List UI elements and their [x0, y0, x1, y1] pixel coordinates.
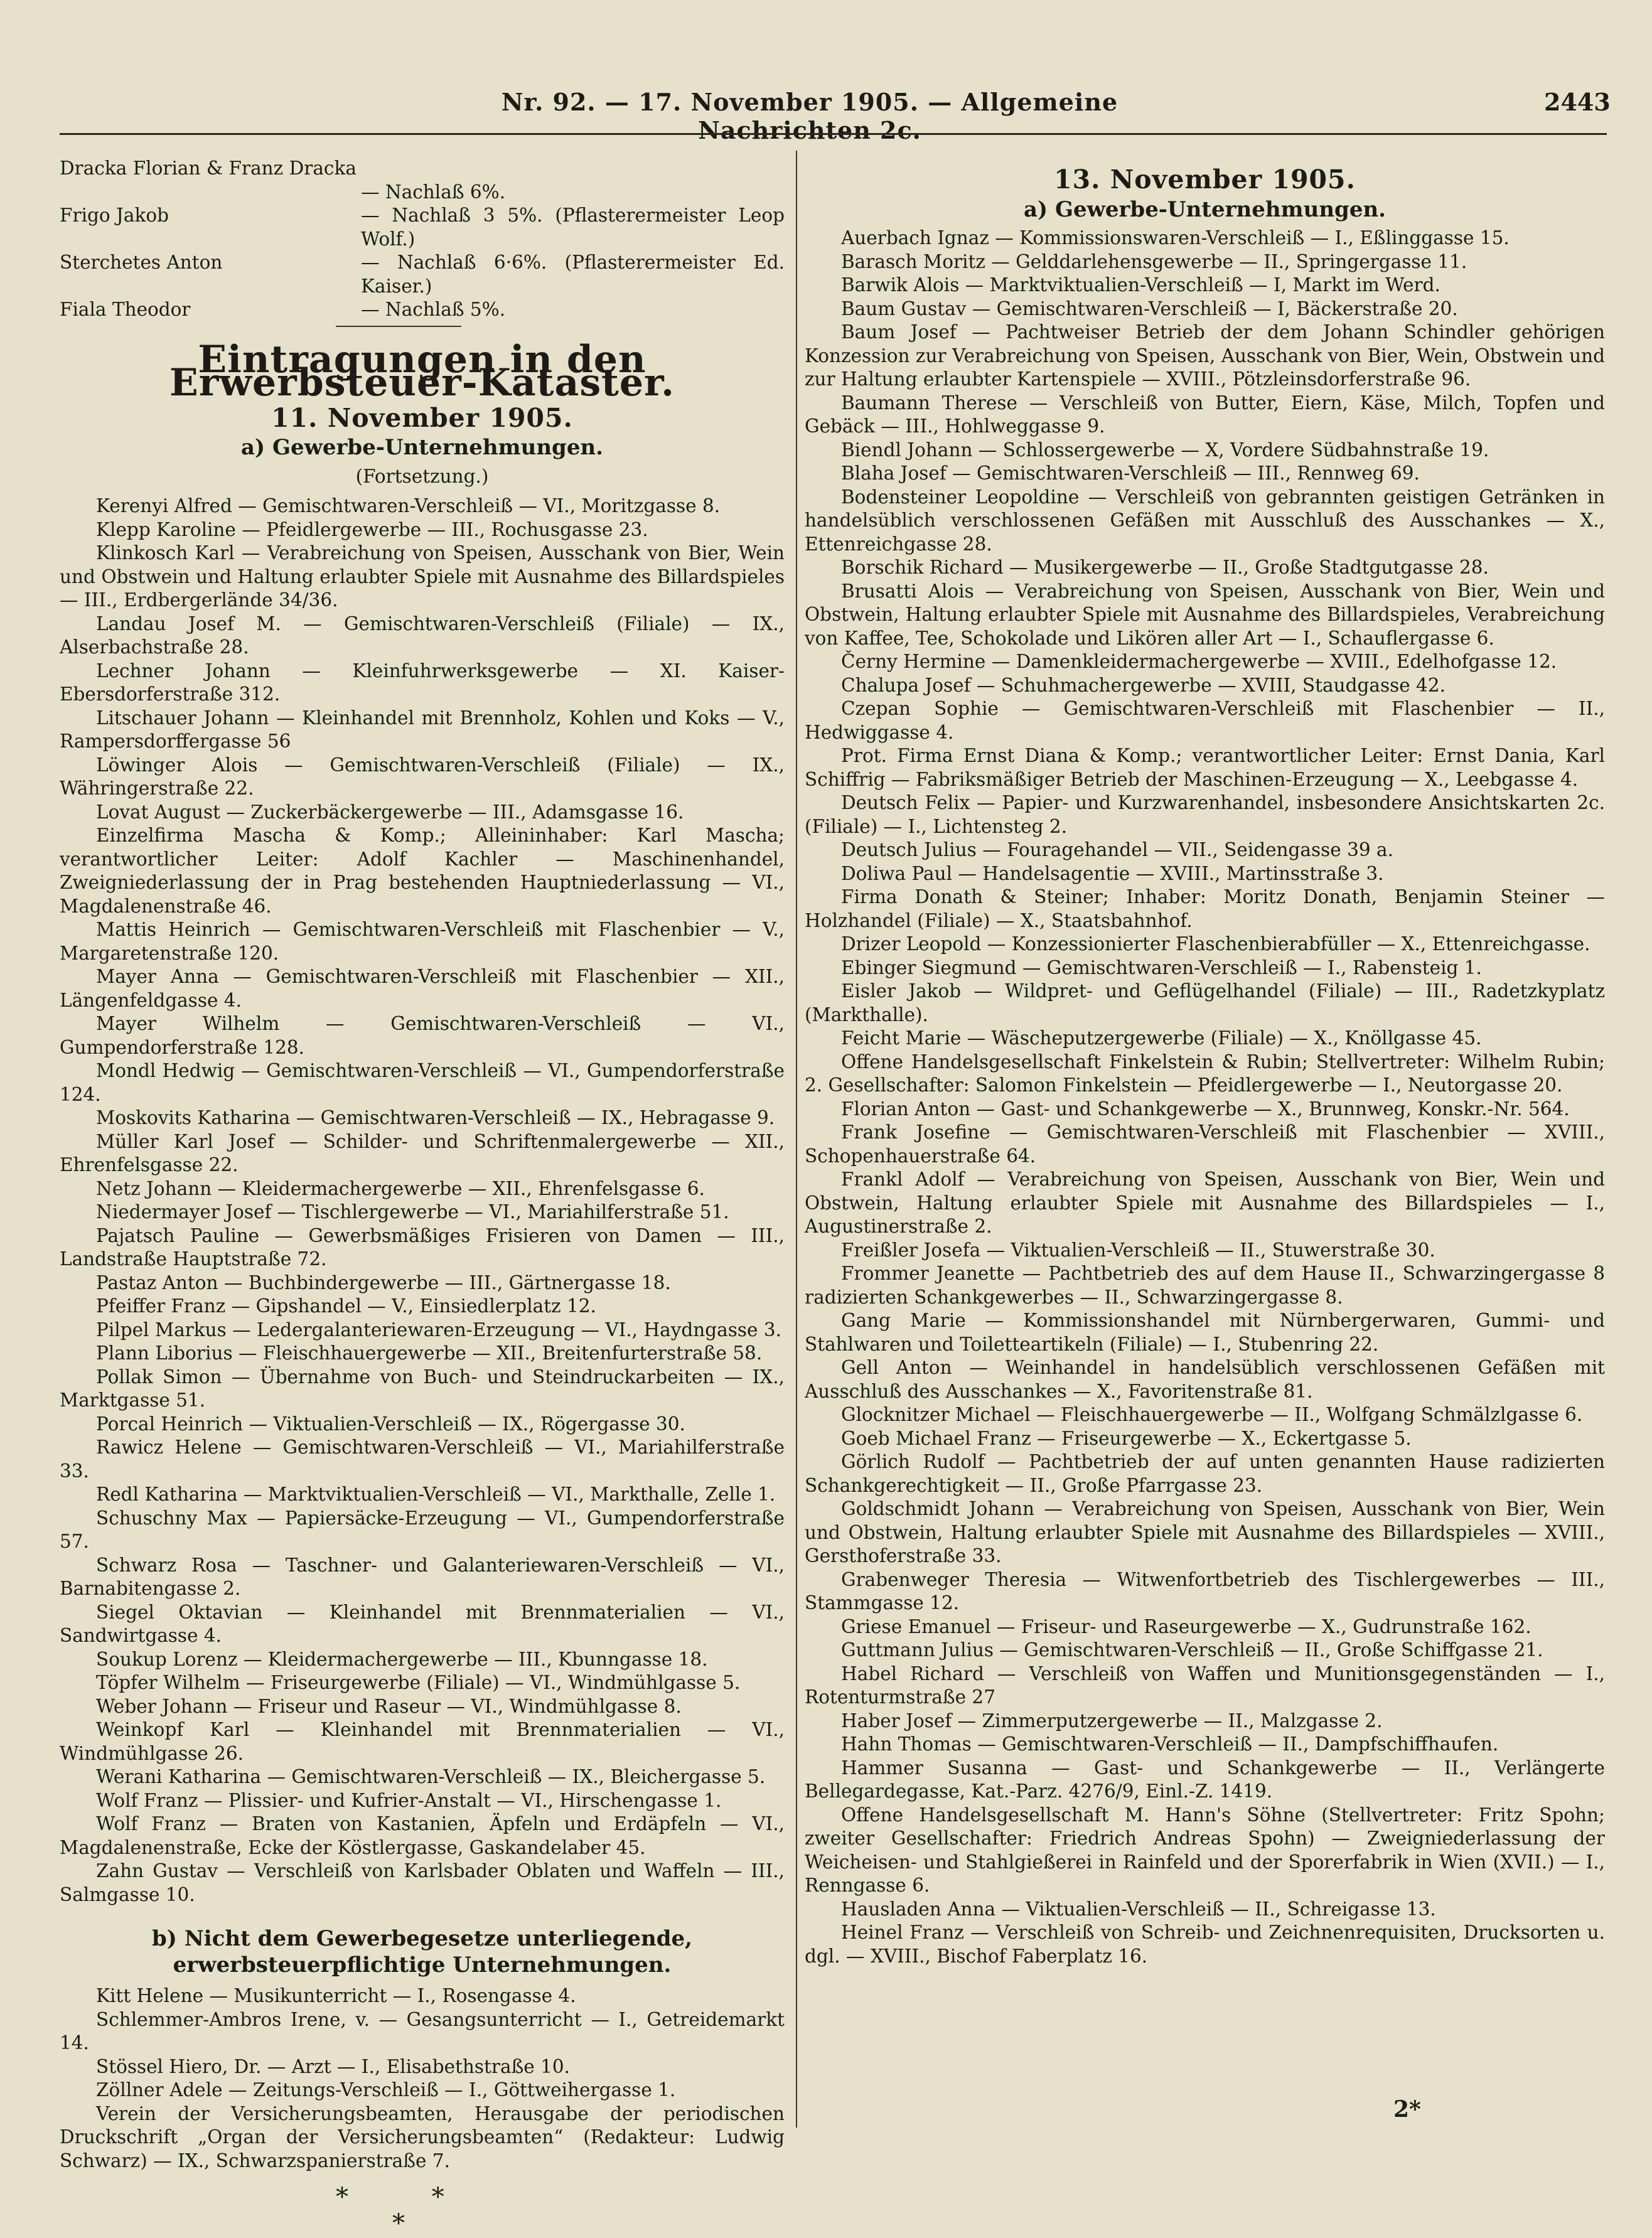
- list-item: Lechner Johann — Kleinfuhrwerksgewerbe — XI. Kaiser-Ebersdorferstraße 312.: [60, 660, 785, 705]
- list-item: Florian Anton — Gast- und Schankgewerbe — X., Brunnweg, Konskr.-Nr. 564.: [841, 1098, 1570, 1120]
- list-item: Schlemmer-Ambros Irene, v. — Gesangsunterricht — I., Getreidemarkt 14.: [60, 2008, 785, 2053]
- list-item: Pilpel Markus — Ledergalanteriewaren-Erzeugung — VI., Haydngasse 3.: [96, 1319, 782, 1341]
- discount-row: — Nachlaß 6%.: [361, 181, 506, 203]
- list-item: Lovat August — Zuckerbäckergewerbe — III., Adamsgasse 16.: [96, 801, 684, 823]
- list-item: Ebinger Siegmund — Gemischtwaren-Verschleiß — I., Rabensteig 1.: [841, 956, 1482, 978]
- list-item: Frank Josefine — Gemischtwaren-Verschleiß mit Flaschenbier — XVIII., Schopenhauerstraße 64.: [805, 1122, 1605, 1167]
- list-item: Pastaz Anton — Buchbindergewerbe — III., Gärtnergasse 18.: [96, 1272, 671, 1293]
- list-item: Bodensteiner Leopoldine — Verschleiß von gebrannten geistigen Getränken in handelsüblich verschlossenen Gefäßen mit Ausschluß des Ausschankes — X., Ettenreichgasse 28.: [805, 486, 1605, 555]
- list-item: Schuschny Max — Papiersäcke-Erzeugung — VI., Gumpendorferstraße 57.: [60, 1507, 785, 1552]
- entry-list: [60, 495, 785, 1907]
- main-title: Eintragungen in den Erwerbsteuer-Kataster.: [169, 337, 675, 405]
- list-item: Grabenweger Theresia — Witwenfortbetrieb des Tischlergewerbes — III., Stammgasse 12.: [805, 1568, 1605, 1614]
- date-heading: 11. November 1905.: [271, 402, 573, 433]
- continuation-note: (Fortsetzung.): [355, 465, 489, 487]
- discount-table: [60, 157, 785, 327]
- list-item: Pajatsch Pauline — Gewerbsmäßiges Frisieren von Damen — III., Landstraße Hauptstraße 72.: [60, 1224, 785, 1270]
- list-item: Baum Josef — Pachtweiser Betrieb der dem Johann Schindler gehörigen Konzession zur Verabreichung von Speisen, Ausschank von Bier, Wein, Obstwein und zur Haltung erlaubter Kartenspiele — XVIII., Pötzleinsdorferstraße 96.: [805, 321, 1605, 390]
- list-item: Goldschmidt Johann — Verabreichung von Speisen, Ausschank von Bier, Wein und Obstwein, Haltung erlaubter Spiele mit Ausnahme des Billardspieles — XVIII., Gersthoferstraße 33.: [805, 1498, 1605, 1566]
- date-heading: 13. November 1905.: [1054, 164, 1356, 195]
- list-item: Pfeiffer Franz — Gipshandel — V., Einsiedlerplatz 12.: [96, 1295, 596, 1317]
- list-item: Chalupa Josef — Schuhmachergewerbe — XVIII, Staudgasse 42.: [841, 674, 1446, 696]
- discount-row: Dracka Florian & Franz Dracka: [60, 158, 357, 179]
- list-item: Biendl Johann — Schlossergewerbe — X, Vordere Südbahnstraße 19.: [841, 439, 1489, 461]
- list-item: Redl Katharina — Marktviktualien-Verschleiß — VI., Markthalle, Zelle 1.: [96, 1484, 776, 1505]
- list-item: Goeb Michael Franz — Friseurgewerbe — X., Eckertgasse 5.: [841, 1427, 1412, 1449]
- section-heading: a) Gewerbe-Unternehmungen.: [1023, 196, 1386, 222]
- list-item: Litschauer Johann — Kleinhandel mit Brennholz, Kohlen und Koks — V., Rampersdorffergasse 56: [60, 707, 785, 752]
- list-item: Auerbach Ignaz — Kommissionswaren-Verschleiß — I., Eßlinggasse 15.: [841, 227, 1510, 249]
- column-divider: [796, 151, 797, 2128]
- list-item: Mayer Anna — Gemischtwaren-Verschleiß mit Flaschenbier — XII., Längenfeldgasse 4.: [60, 966, 785, 1011]
- header-rule: [60, 133, 1607, 135]
- list-item: Habel Richard — Verschleiß von Waffen und Munitionsgegenständen — I., Rotenturmstraße 27: [805, 1662, 1605, 1708]
- list-item: Moskovits Katharina — Gemischtwaren-Verschleiß — IX., Hebragasse 9.: [96, 1107, 775, 1128]
- list-item: Weinkopf Karl — Kleinhandel mit Brennmaterialien — VI., Windmühlgasse 26.: [60, 1719, 785, 1764]
- list-item: Frankl Adolf — Verabreichung von Speisen, Ausschank von Bier, Wein und Obstwein, Haltung erlaubter Spiele mit Ausnahme des Billardspieles — I., Augustinerstraße 2.: [805, 1169, 1605, 1237]
- list-item: Schwarz Rosa — Taschner- und Galanteriewaren-Verschleiß — VI., Barnabitengasse 2.: [60, 1554, 785, 1599]
- list-item: Baum Gustav — Gemischtwaren-Verschleiß — I, Bäckerstraße 20.: [841, 297, 1458, 319]
- list-item: Stössel Hiero, Dr. — Arzt — I., Elisabethstraße 10.: [96, 2055, 571, 2077]
- entry-list-b: [60, 1984, 785, 2173]
- list-item: Wolf Franz — Braten von Kastanien, Äpfeln und Erdäpfeln — VI., Magdalenenstraße, Ecke der Köstlergasse, Gaskandelaber 45.: [60, 1813, 785, 1858]
- list-item: Feicht Marie — Wäscheputzergewerbe (Filiale) — X., Knöllgasse 45.: [841, 1027, 1482, 1049]
- list-item: Freißler Josefa — Viktualien-Verschleiß — II., Stuwerstraße 30.: [841, 1239, 1435, 1261]
- discount-row: Frigo Jakob — Nachlaß 3 5%. (Pflasterermeister Leop Wolf.): [60, 205, 785, 250]
- list-item: Haber Josef — Zimmerputzergewerbe — II., Malzgasse 2.: [841, 1710, 1383, 1732]
- list-item: Gell Anton — Weinhandel in handelsüblich verschlossenen Gefäßen mit Ausschluß des Ausschankes — X., Favoritenstraße 81.: [805, 1357, 1605, 1402]
- left-column: [60, 157, 785, 2237]
- list-item: Rawicz Helene — Gemischtwaren-Verschleiß — VI., Mariahilferstraße 33.: [60, 1437, 785, 1482]
- list-item: Niedermayer Josef — Tischlergewerbe — VI., Mariahilferstraße 51.: [96, 1201, 729, 1223]
- list-item: Guttmann Julius — Gemischtwaren-Verschleiß — II., Große Schiffgasse 21.: [841, 1639, 1543, 1661]
- list-item: Griese Emanuel — Friseur- und Raseurgewerbe — X., Gudrunstraße 162.: [841, 1615, 1531, 1637]
- list-item: Barasch Moritz — Gelddarlehensgewerbe — II., Springergasse 11.: [841, 250, 1467, 272]
- list-item: Černy Hermine — Damenkleidermachergewerbe — XVIII., Edelhofgasse 12.: [841, 651, 1557, 672]
- list-item: Hahn Thomas — Gemischtwaren-Verschleiß — II., Dampfschiffhaufen.: [841, 1733, 1499, 1755]
- list-item: Czepan Sophie — Gemischtwaren-Verschleiß mit Flaschenbier — II., Hedwiggasse 4.: [805, 698, 1605, 743]
- page-header-title: Nr. 92. — 17. November 1905. — Allgemeine Nachrichten 2c.: [501, 88, 1118, 144]
- asterism: * *: [336, 2183, 482, 2212]
- list-item: Landau Josef M. — Gemischtwaren-Verschleiß (Filiale) — IX., Alserbachstraße 28.: [60, 613, 785, 658]
- section-heading-b: b) Nicht dem Gewerbegesetze unterliegende, erwerbsteuerpflichtige Unternehmungen.: [152, 1926, 692, 1978]
- list-item: Siegel Oktavian — Kleinhandel mit Brennmaterialien — VI., Sandwirtgasse 4.: [60, 1601, 785, 1646]
- list-item: Firma Donath & Steiner; Inhaber: Moritz Donath, Benjamin Steiner — Holzhandel (Filiale) — X., Staatsbahnhof.: [805, 886, 1605, 931]
- list-item: Gang Marie — Kommissionshandel mit Nürnbergerwaren, Gummi- und Stahlwaren und Toiletteartikeln (Filiale) — I., Stubenring 22.: [805, 1310, 1605, 1355]
- list-item: Kitt Helene — Musikunterricht — I., Rosengasse 4.: [96, 1985, 576, 2006]
- right-column: [805, 164, 1605, 1968]
- list-item: Deutsch Julius — Fouragehandel — VII., Seidengasse 39 a.: [841, 839, 1394, 860]
- list-item: Kerenyi Alfred — Gemischtwaren-Verschleiß — VI., Moritzgasse 8.: [96, 495, 721, 517]
- list-item: Einzelfirma Mascha & Komp.; Alleininhaber: Karl Mascha; verantwortlicher Leiter: Adolf Kachler — Maschinenhandel, Zweigniederlassung der in Prag bestehenden Hauptniederlassung — VI., Magdalenenstraße 46.: [60, 825, 785, 917]
- list-item: Pollak Simon — Übernahme von Buch- und Steindruckarbeiten — IX., Marktgasse 51.: [60, 1366, 785, 1411]
- discount-row: Fiala Theodor — Nachlaß 5%.: [60, 299, 506, 320]
- list-item: Görlich Rudolf — Pachtbetrieb der auf unten genannten Hause radizierten Schankgerechtigkeit — II., Große Pfarrgasse 23.: [805, 1451, 1605, 1496]
- list-item: Blaha Josef — Gemischtwaren-Verschleiß — III., Rennweg 69.: [841, 463, 1420, 484]
- list-item: Frommer Jeanette — Pachtbetrieb des auf dem Hause II., Schwarzingergasse 8 radizierten Schankgewerbes — II., Schwarzingergasse 8.: [805, 1263, 1605, 1308]
- list-item: Töpfer Wilhelm — Friseurgewerbe (Filiale) — VI., Windmühlgasse 5.: [96, 1672, 741, 1693]
- list-item: Porcal Heinrich — Viktualien-Verschleiß — IX., Rögergasse 30.: [96, 1413, 685, 1435]
- list-item: Prot. Firma Ernst Diana & Komp.; verantwortlicher Leiter: Ernst Dania, Karl Schiffrig — Fabriksmäßiger Betrieb der Maschinen-Erzeugung — X., Leebgasse 4.: [805, 745, 1605, 790]
- list-item: Mattis Heinrich — Gemischtwaren-Verschleiß mit Flaschenbier — V., Margaretenstraße 120.: [60, 919, 785, 964]
- list-item: Doliwa Paul — Handelsagentie — XVIII., Martinsstraße 3.: [841, 862, 1384, 884]
- list-item: Glocknitzer Michael — Fleischhauergewerbe — II., Wolfgang Schmälzlgasse 6.: [841, 1404, 1583, 1425]
- list-item: Mayer Wilhelm — Gemischtwaren-Verschleiß — VI., Gumpendorferstraße 128.: [60, 1013, 785, 1058]
- list-item: Mondl Hedwig — Gemischtwaren-Verschleiß — VI., Gumpendorferstraße 124.: [60, 1060, 785, 1105]
- list-item: Müller Karl Josef — Schilder- und Schriftenmalergewerbe — XII., Ehrenfelsgasse 22.: [60, 1130, 785, 1175]
- list-item: Werani Katharina — Gemischtwaren-Verschleiß — IX., Bleichergasse 5.: [96, 1766, 766, 1787]
- list-item: Heinel Franz — Verschleiß von Schreib- und Zeichnenrequisiten, Drucksorten u. dgl. — XVIII., Bischof Faberplatz 16.: [805, 1922, 1605, 1967]
- list-item: Eisler Jakob — Wildpret- und Geflügelhandel (Filiale) — III., Radetzkyplatz (Markthalle).: [805, 980, 1605, 1025]
- list-item: Plann Liborius — Fleischhauergewerbe — XII., Breitenfurterstraße 58.: [96, 1342, 763, 1364]
- entry-list: [805, 227, 1605, 1968]
- list-item: Verein der Versicherungsbeamten, Herausgabe der periodischen Druckschrift „Organ der Versicherungsbeamten“ (Redakteur: Ludwig Schwarz) — IX., Schwarzspanierstraße 7.: [60, 2102, 785, 2171]
- signature-mark: 2*: [1393, 2096, 1421, 2123]
- list-item: Barwik Alois — Marktviktualien-Verschleiß — I, Markt im Werd.: [841, 274, 1440, 296]
- list-item: Offene Handelsgesellschaft M. Hann's Söhne (Stellvertreter: Fritz Spohn; zweiter Gesellschafter: Friedrich Andreas Spohn) — Zweigniederlassung der Weicheisen- und Stahlgießerei in Rainfeld und der Sporerfabrik in Wien (XVII.) — I., Renngasse 6.: [805, 1804, 1605, 1896]
- list-item: Brusatti Alois — Verabreichung von Speisen, Ausschank von Bier, Wein und Obstwein, Haltung erlaubter Spiele mit Ausnahme des Billardspieles, Verabreichung von Kaffee, Tee, Schokolade und Likören aller Art — I., Schauflergasse 6.: [805, 580, 1605, 649]
- list-item: Offene Handelsgesellschaft Finkelstein & Rubin; Stellvertreter: Wilhelm Rubin; 2. Gesellschafter: Salomon Finkelstein — Pfeidlergewerbe — I., Neutorgasse 20.: [805, 1051, 1605, 1096]
- list-item: Baumann Therese — Verschleiß von Butter, Eiern, Käse, Milch, Topfen und Gebäck — III., Hohlweggasse 9.: [805, 392, 1605, 437]
- list-item: Borschik Richard — Musikergewerbe — II., Große Stadtgutgasse 28.: [841, 557, 1489, 578]
- short-rule: [336, 326, 461, 327]
- list-item: Deutsch Felix — Papier- und Kurzwarenhandel, insbesondere Ansichtskarten 2c. (Filiale) — I., Lichtensteg 2.: [805, 792, 1605, 837]
- list-item: Hausladen Anna — Viktualien-Verschleiß — II., Schreigasse 13.: [841, 1898, 1436, 1920]
- discount-row: Sterchetes Anton — Nachlaß 6·6%. (Pflasterermeister Ed. Kaiser.): [60, 252, 785, 297]
- list-item: Weber Johann — Friseur und Raseur — VI., Windmühlgasse 8.: [96, 1695, 682, 1717]
- asterism-bottom: *: [392, 2209, 405, 2238]
- list-item: Klinkosch Karl — Verabreichung von Speisen, Ausschank von Bier, Wein und Obstwein und Haltung erlaubter Spiele mit Ausnahme des Billardspieles — III., Erdbergerlände 34/36.: [60, 542, 785, 611]
- list-item: Löwinger Alois — Gemischtwaren-Verschleiß (Filiale) — IX., Währingerstraße 22.: [60, 754, 785, 799]
- page-number: 2443: [1544, 88, 1611, 116]
- list-item: Soukup Lorenz — Kleidermachergewerbe — III., Kbunngasse 18.: [96, 1648, 708, 1670]
- list-item: Drizer Leopold — Konzessionierter Flaschenbierabfüller — X., Ettenreichgasse.: [841, 933, 1590, 955]
- list-item: Zöllner Adele — Zeitungs-Verschleiß — I., Göttweihergasse 1.: [96, 2079, 676, 2101]
- list-item: Netz Johann — Kleidermachergewerbe — XII., Ehrenfelsgasse 6.: [96, 1177, 705, 1199]
- list-item: Klepp Karoline — Pfeidlergewerbe — III., Rochusgasse 23.: [96, 518, 648, 540]
- list-item: Zahn Gustav — Verschleiß von Karlsbader Oblaten und Waffeln — III., Salmgasse 10.: [60, 1860, 785, 1905]
- list-item: Hammer Susanna — Gast- und Schankgewerbe — II., Verlängerte Bellegardegasse, Kat.-Parz. 4276/9, Einl.-Z. 1419.: [805, 1757, 1605, 1802]
- list-item: Wolf Franz — Plissier- und Kufrier-Anstalt — VI., Hirschengasse 1.: [96, 1789, 722, 1811]
- section-heading: a) Gewerbe-Unternehmungen.: [240, 435, 604, 460]
